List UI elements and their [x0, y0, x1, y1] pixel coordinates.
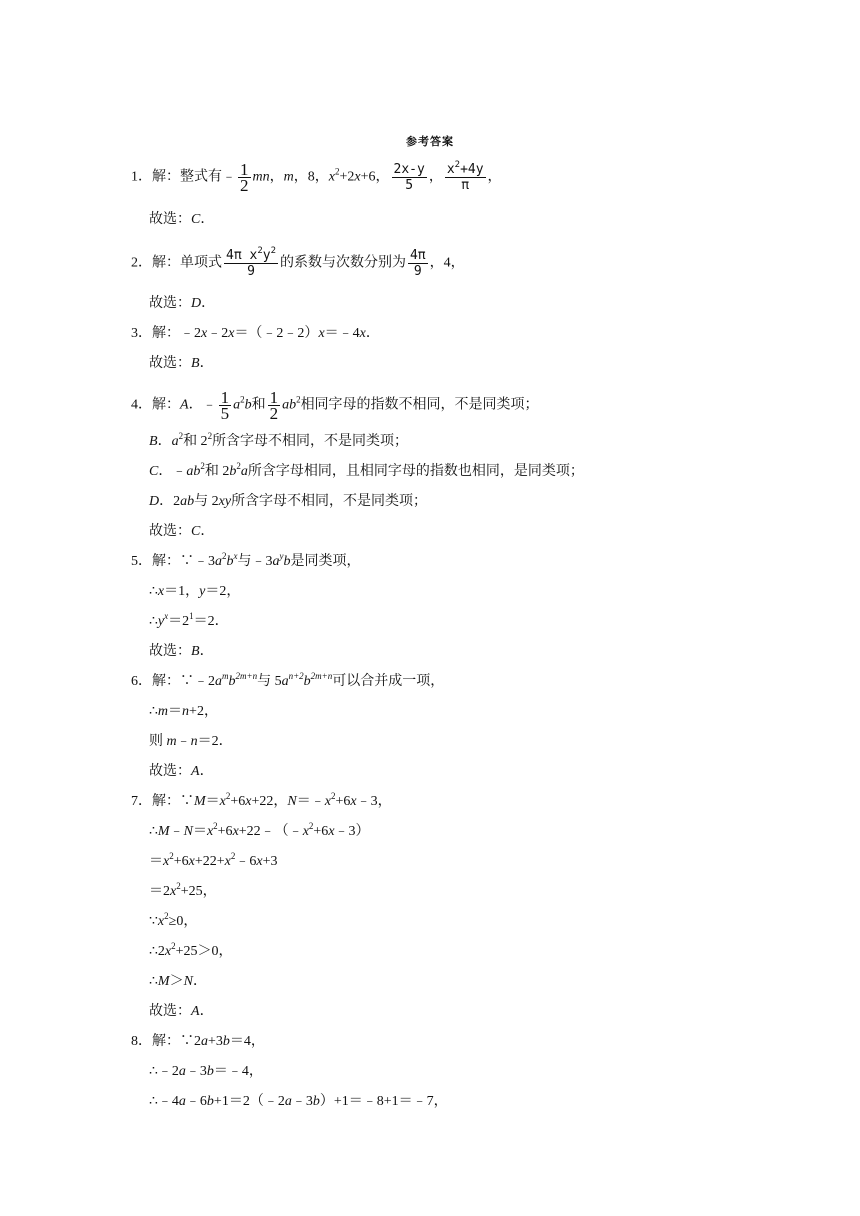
fraction: $\frac{1}{2}$ [240, 160, 249, 195]
answer-6-choice: 故选：A． [149, 764, 214, 779]
answer-3-line-1: 3．解：﹣2x﹣2x＝（﹣2﹣2）x＝﹣4x． [131, 326, 380, 341]
fraction: $\frac{1}{5}$ [220, 388, 230, 423]
answer-2-line-1: 2．解：单项式 $\frac{4\pi x^2y^2}{9}$ 的系数与次数分别为 $\frac{4\pi}{9}$ ，4， [131, 246, 465, 279]
fraction: $\frac{4\pi x^2y^2}{9}$ [226, 246, 276, 279]
answer-5-line-1: 5．解：$\because﹣3a^2b^x$与$﹣3a^yb$是同类项， [131, 551, 361, 569]
answer-8-line-2: ∴﹣2a﹣3b＝﹣4， [149, 1064, 263, 1079]
answer-7-line-1: 7．解：$\because M=x^2+6x+22$，$N=﹣x^2+6x﹣3$， [131, 791, 392, 809]
fraction: $\frac{1}{2}$ [269, 388, 279, 423]
answer-4-choice: 故选：C． [149, 524, 215, 539]
fraction: $\frac{2x-y}{5}$ [393, 162, 425, 193]
answer-5-choice: 故选：B． [149, 644, 214, 659]
answer-1-line-1: 1．解：整式有﹣ $\frac{1}{2}$ mn，m，8，$x^2+2x+6$， $\frac{2x-y}{5}$ ， $\frac{x^2+4y}{\pi}$ ， [131, 160, 502, 195]
answer-5-line-2: ∴x＝1，y＝2， [149, 584, 241, 599]
answer-7-line-2: $\therefore M﹣N=x^2+6x+22﹣(﹣x^2+6x﹣3)$ [149, 821, 370, 839]
answer-4-option-b: B．$a^2$和 $2^2$所含字母不相同，不是同类项； [149, 431, 409, 449]
answer-7-line-5: $\because x^2\ge 0$， [149, 911, 198, 929]
answer-6-line-2: ∴m＝n+2， [149, 704, 218, 719]
answer-3-choice: 故选：B． [149, 356, 214, 371]
answer-6-line-3: 则 m﹣n＝2． [149, 734, 233, 749]
answer-7-choice: 故选：A． [149, 1004, 214, 1019]
answer-8-line-3: ∴﹣4a﹣6b+1＝2（﹣2a﹣3b）+1＝﹣8+1＝﹣7， [149, 1094, 448, 1109]
answer-7-line-4: $=2x^2+25$， [149, 881, 217, 899]
answer-7-line-7: ∴M＞N． [149, 974, 207, 989]
answer-7-line-3: $=x^2+6x+22+x^2﹣6x+3$ [149, 851, 278, 869]
answer-1-choice: 故选：C． [149, 212, 215, 227]
answer-8-line-1: 8．解：∵2a+3b＝4， [131, 1034, 265, 1049]
answer-6-line-1: 6．解：$\because﹣2a^mb^{2m+n}$与 $5a^{n+2}b^{2m+n}$可以合并成一项， [131, 671, 445, 689]
fraction: $\frac{x^2+4y}{\pi}$ [446, 160, 484, 193]
answer-7-line-6: $\therefore 2x^2+25>0$， [149, 941, 233, 959]
answer-4-line-1: 4．解：A．﹣ $\frac{1}{5}$ $a^2b$和 $\frac{1}{2}$ $ab^2$相同字母的指数不相同，不是同类项； [131, 388, 539, 423]
page-title: 参考答案 [406, 136, 454, 148]
answer-2-choice: 故选：D． [149, 296, 216, 311]
answer-5-line-3: $\therefore y^x=2^1=2$． [149, 611, 229, 629]
answer-4-option-d: D．2ab与 2xy所含字母不相同，不是同类项； [149, 494, 428, 509]
answer-4-option-c: C．$﹣ab^2$和 $2b^2a$所含字母相同，且相同字母的指数也相同，是同类项； [149, 461, 584, 479]
fraction: $\frac{4\pi}{9}$ [409, 248, 426, 279]
